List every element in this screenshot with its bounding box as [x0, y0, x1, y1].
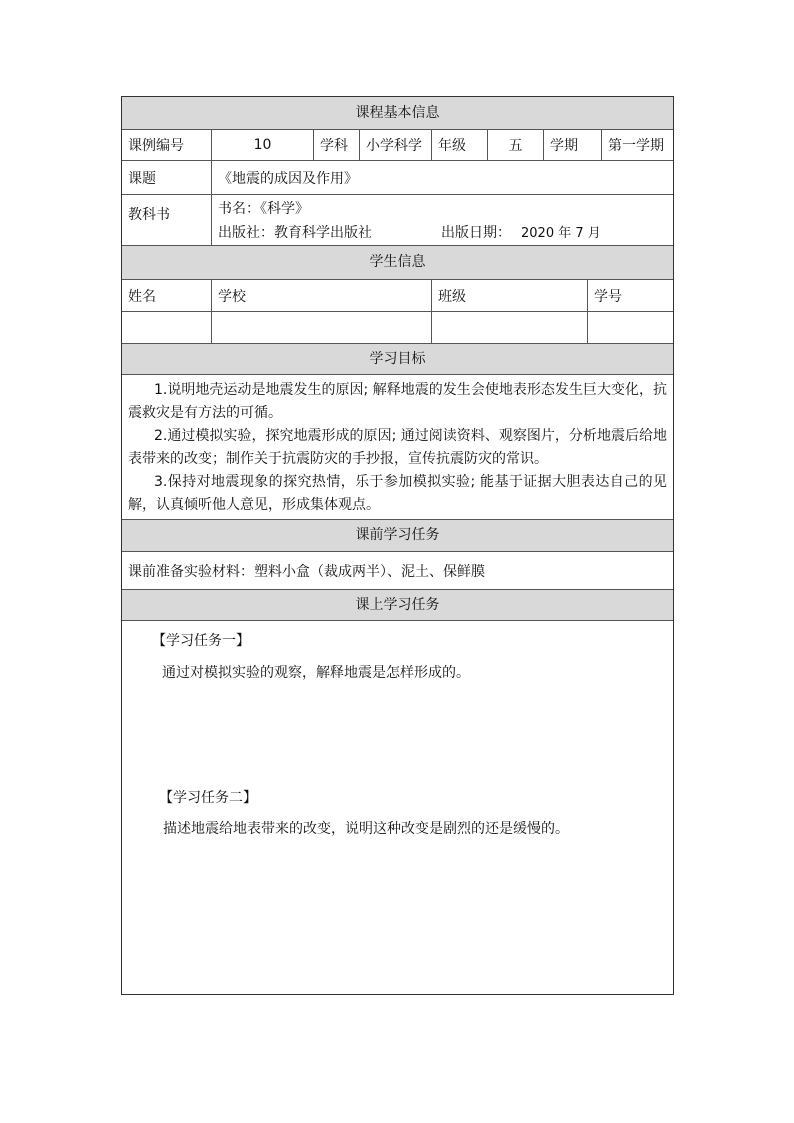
name-label: 姓名	[122, 280, 212, 311]
pre-class-materials: 课前准备实验材料：塑料小盒（裁成两半）、泥土、保鲜膜	[128, 563, 485, 580]
textbook-label: 教科书	[122, 195, 212, 245]
publisher: 出版社：教育科学出版社	[218, 225, 372, 241]
student-info-header	[122, 246, 673, 280]
publish-date-value: 2020 年 7 月	[521, 226, 601, 241]
name-field[interactable]	[122, 312, 212, 343]
subject-value: 小学科学	[360, 130, 432, 160]
pre-class-header	[122, 520, 673, 552]
objective-item: 1.说明地壳运动是地震发生的原因; 解释地震的发生会使地表形态发生巨大变化，抗震救灾是有方法的可循。	[128, 382, 667, 421]
task2-text: 描述地震给地表带来的改变，说明这种改变是剧烈的还是缓慢的。	[163, 821, 569, 837]
topic-label: 课题	[122, 161, 212, 194]
topic-row	[122, 161, 673, 195]
case-no-value: 10	[212, 130, 314, 160]
objectives-header-label: 学习目标	[369, 351, 426, 367]
topic-value: 《地震的成因及作用》	[218, 170, 358, 187]
student-info-labels-row	[122, 280, 673, 312]
course-info-header-label: 课程基本信息	[355, 105, 440, 121]
publish-date-label: 出版日期：	[441, 225, 511, 241]
class-label: 班级	[432, 280, 588, 311]
in-class-tasks-area	[122, 621, 673, 994]
pre-class-materials-row	[122, 552, 673, 590]
pre-class-header-label: 课前学习任务	[355, 527, 440, 543]
case-no-label: 课例编号	[122, 130, 212, 160]
objective-item: 3.保持对地震现象的探究热情，乐于参加模拟实验; 能基于证据大胆表达自己的见解，认真倾听他人意见，形成集体观点。	[128, 474, 667, 513]
school-label: 学校	[212, 280, 432, 311]
course-meta-row	[122, 130, 673, 161]
task2-title: 【学习任务二】	[159, 790, 257, 806]
term-label: 学期	[544, 130, 602, 160]
course-info-header	[122, 97, 673, 130]
student-id-field[interactable]	[588, 312, 673, 343]
class-field[interactable]	[432, 312, 588, 343]
student-id-label: 学号	[594, 288, 622, 305]
subject-label: 学科	[314, 130, 360, 160]
objectives-header	[122, 344, 673, 375]
objectives-content	[122, 375, 673, 520]
grade-value: 五	[488, 130, 544, 160]
grade-label: 年级	[432, 130, 488, 160]
textbook-details	[212, 195, 673, 245]
book-name: 书名：《科学》	[218, 201, 309, 217]
in-class-header	[122, 590, 673, 621]
lesson-worksheet-table	[121, 96, 674, 995]
objective-item: 2.通过模拟实验，探究地震形成的原因; 通过阅读资料、观察图片，分析地震后给地表带来的改变；制作关于抗震防灾的手抄报，宣传抗震防灾的常识。	[128, 428, 667, 467]
task1-text: 通过对模拟实验的观察，解释地震是怎样形成的。	[162, 665, 470, 681]
textbook-row	[122, 195, 673, 246]
term-value: 第一学期	[608, 138, 664, 154]
student-info-values-row	[122, 312, 673, 344]
student-info-header-label: 学生信息	[369, 254, 426, 270]
school-field[interactable]	[212, 312, 432, 343]
in-class-header-label: 课上学习任务	[355, 597, 440, 613]
task1-title: 【学习任务一】	[152, 633, 250, 649]
